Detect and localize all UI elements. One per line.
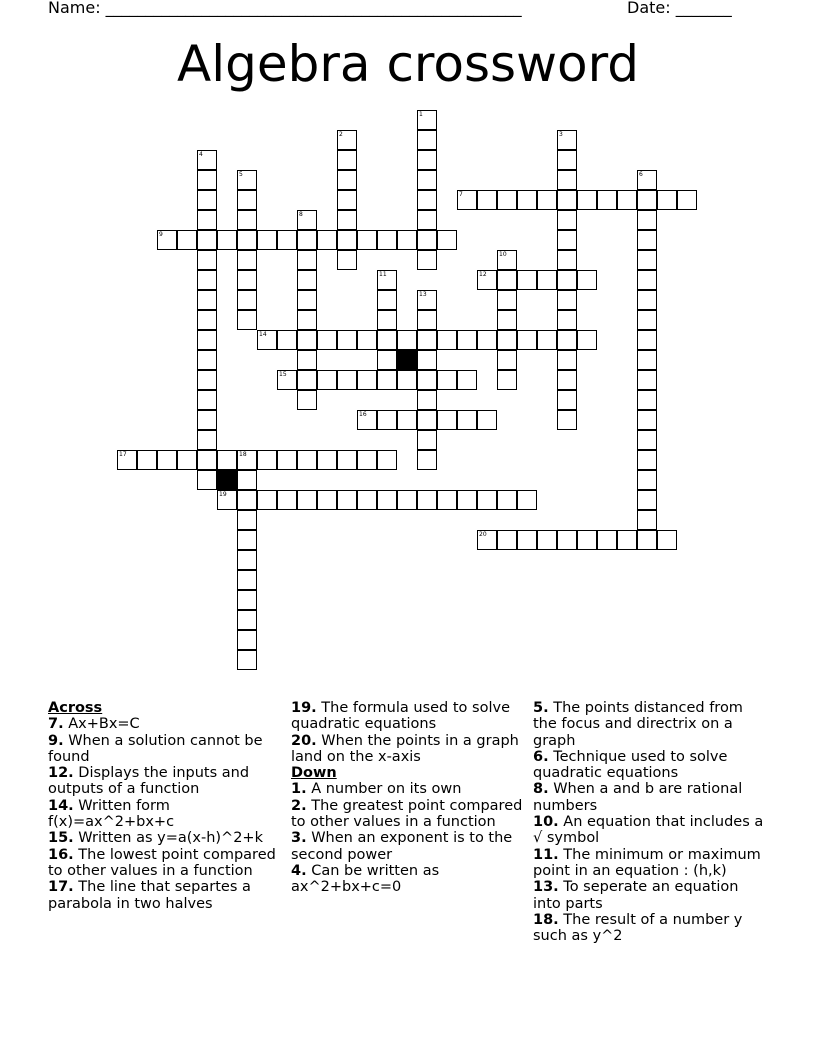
grid-cell[interactable] (197, 230, 217, 250)
clue-across-15: 15. Written as y=a(x-h)^2+k (48, 830, 263, 847)
grid-cell[interactable] (437, 490, 457, 510)
grid-cell[interactable] (297, 230, 317, 250)
grid-cell[interactable] (317, 450, 337, 470)
grid-cell[interactable] (377, 410, 397, 430)
grid-cell[interactable] (637, 490, 657, 510)
date-field-label[interactable]: Date: _______ (627, 0, 732, 17)
grid-cell[interactable] (537, 190, 557, 210)
grid-clue-number: 4 (199, 151, 203, 158)
grid-cell[interactable] (277, 490, 297, 510)
grid-cell[interactable] (637, 350, 657, 370)
grid-cell[interactable] (237, 230, 257, 250)
grid-cell[interactable] (477, 190, 497, 210)
grid-clue-number: 8 (299, 211, 303, 218)
grid-clue-number: 2 (339, 131, 343, 138)
grid-cell[interactable] (557, 290, 577, 310)
grid-cell[interactable] (637, 330, 657, 350)
grid-cell[interactable] (237, 610, 257, 630)
grid-cell[interactable] (417, 210, 437, 230)
grid-cell[interactable] (417, 370, 437, 390)
grid-cell[interactable] (197, 270, 217, 290)
grid-cell[interactable] (637, 390, 657, 410)
grid-cell[interactable] (197, 370, 217, 390)
grid-cell[interactable] (337, 370, 357, 390)
grid-cell[interactable] (637, 510, 657, 530)
clue-down-11: 11. The minimum or maximum point in an equation : (h,k) (533, 846, 761, 879)
grid-cell[interactable] (197, 470, 217, 490)
grid-cell[interactable] (297, 330, 317, 350)
grid-clue-number: 18 (239, 451, 247, 458)
grid-cell[interactable] (557, 250, 577, 270)
grid-cell[interactable] (417, 110, 437, 130)
grid-cell[interactable] (257, 230, 277, 250)
grid-cell[interactable] (477, 330, 497, 350)
grid-cell[interactable] (297, 270, 317, 290)
grid-cell[interactable] (157, 450, 177, 470)
grid-cell[interactable] (237, 170, 257, 190)
grid-cell[interactable] (217, 450, 237, 470)
grid-cell[interactable] (237, 450, 257, 470)
grid-cell[interactable] (477, 530, 497, 550)
grid-block-cell (397, 350, 417, 370)
grid-cell[interactable] (497, 190, 517, 210)
grid-cell[interactable] (557, 190, 577, 210)
clue-down-5: 5. The points distanced from the focus and directrix on a graph (533, 700, 743, 749)
grid-cell[interactable] (417, 450, 437, 470)
grid-cell[interactable] (277, 230, 297, 250)
grid-cell[interactable] (497, 330, 517, 350)
grid-cell[interactable] (497, 370, 517, 390)
grid-cell[interactable] (397, 370, 417, 390)
grid-cell[interactable] (437, 330, 457, 350)
clues-column-1 (48, 700, 278, 912)
grid-cell[interactable] (197, 430, 217, 450)
grid-cell[interactable] (417, 410, 437, 430)
grid-cell[interactable] (497, 270, 517, 290)
grid-cell[interactable] (557, 370, 577, 390)
grid-cell[interactable] (177, 230, 197, 250)
grid-cell[interactable] (637, 250, 657, 270)
clue-down-6: 6. Technique used to solve quadratic equations (533, 748, 728, 782)
grid-cell[interactable] (497, 490, 517, 510)
grid-cell[interactable] (637, 190, 657, 210)
grid-cell[interactable] (377, 310, 397, 330)
grid-cell[interactable] (637, 410, 657, 430)
grid-cell[interactable] (557, 530, 577, 550)
grid-clue-number: 1 (419, 111, 423, 118)
grid-cell[interactable] (377, 350, 397, 370)
across-heading: Across (48, 700, 103, 716)
grid-cell[interactable] (277, 370, 297, 390)
grid-cell[interactable] (497, 310, 517, 330)
grid-cell[interactable] (477, 490, 497, 510)
grid-cell[interactable] (637, 290, 657, 310)
grid-cell[interactable] (377, 290, 397, 310)
grid-cell[interactable] (337, 450, 357, 470)
grid-cell[interactable] (477, 410, 497, 430)
grid-cell[interactable] (217, 230, 237, 250)
grid-clue-number: 10 (499, 251, 507, 258)
grid-cell[interactable] (297, 390, 317, 410)
grid-cell[interactable] (197, 390, 217, 410)
grid-cell[interactable] (357, 370, 377, 390)
grid-clue-number: 6 (639, 171, 643, 178)
grid-cell[interactable] (357, 490, 377, 510)
grid-cell[interactable] (417, 310, 437, 330)
grid-cell[interactable] (517, 490, 537, 510)
grid-cell[interactable] (197, 450, 217, 470)
grid-cell[interactable] (297, 370, 317, 390)
grid-clue-number: 9 (159, 231, 163, 238)
clue-down-8: 8. When a and b are rational numbers (533, 781, 743, 814)
clue-across-9: 9. When a solution cannot be found (48, 732, 263, 765)
grid-cell[interactable] (637, 270, 657, 290)
clue-across-14: 14. Written form f(x)=ax^2+bx+c (48, 797, 175, 831)
grid-cell[interactable] (557, 310, 577, 330)
grid-cell[interactable] (557, 350, 577, 370)
grid-cell[interactable] (297, 250, 317, 270)
clue-across-19: 19. The formula used to solve quadratic equations (291, 700, 510, 733)
grid-cell[interactable] (317, 230, 337, 250)
grid-cell[interactable] (417, 430, 437, 450)
grid-cell[interactable] (557, 170, 577, 190)
grid-cell[interactable] (637, 230, 657, 250)
grid-cell[interactable] (197, 170, 217, 190)
grid-cell[interactable] (417, 490, 437, 510)
grid-cell[interactable] (117, 450, 137, 470)
grid-cell[interactable] (357, 230, 377, 250)
grid-cell[interactable] (357, 410, 377, 430)
grid-cell[interactable] (277, 450, 297, 470)
grid-cell[interactable] (617, 530, 637, 550)
grid-cell[interactable] (637, 210, 657, 230)
grid-cell[interactable] (657, 190, 677, 210)
grid-cell[interactable] (637, 470, 657, 490)
grid-cell[interactable] (537, 270, 557, 290)
grid-clue-number: 5 (239, 171, 243, 178)
grid-cell[interactable] (397, 230, 417, 250)
grid-cell[interactable] (457, 490, 477, 510)
grid-cell[interactable] (237, 310, 257, 330)
grid-cell[interactable] (537, 530, 557, 550)
grid-clue-number: 3 (559, 131, 563, 138)
grid-cell[interactable] (417, 390, 437, 410)
grid-cell[interactable] (637, 430, 657, 450)
grid-clue-number: 17 (119, 451, 127, 458)
grid-cell[interactable] (237, 490, 257, 510)
clue-down-13: 13. To seperate an equation into parts (533, 879, 739, 912)
grid-cell[interactable] (417, 170, 437, 190)
grid-cell[interactable] (237, 550, 257, 570)
grid-cell[interactable] (297, 450, 317, 470)
grid-cell[interactable] (337, 330, 357, 350)
clues-column-3 (533, 700, 768, 944)
grid-cell[interactable] (177, 450, 197, 470)
grid-clue-number: 11 (379, 271, 387, 278)
clue-down-4: 4. Can be written as ax^2+bx+c=0 (291, 862, 440, 896)
grid-cell[interactable] (477, 270, 497, 290)
clue-across-16: 16. The lowest point compared to other values in a function (48, 846, 276, 879)
grid-cell[interactable] (337, 170, 357, 190)
grid-cell[interactable] (537, 330, 557, 350)
grid-cell[interactable] (557, 130, 577, 150)
grid-cell[interactable] (417, 290, 437, 310)
grid-cell[interactable] (257, 490, 277, 510)
clue-across-20: 20. When the points in a graph land on the x-axis (291, 732, 519, 765)
grid-cell[interactable] (197, 350, 217, 370)
grid-cell[interactable] (457, 410, 477, 430)
grid-cell[interactable] (677, 190, 697, 210)
clue-down-3: 3. When an exponent is to the second power (291, 830, 513, 863)
grid-cell[interactable] (237, 210, 257, 230)
grid-cell[interactable] (457, 330, 477, 350)
grid-cell[interactable] (637, 170, 657, 190)
grid-clue-number: 15 (279, 371, 287, 378)
grid-cell[interactable] (417, 230, 437, 250)
grid-cell[interactable] (297, 290, 317, 310)
grid-cell[interactable] (337, 150, 357, 170)
grid-cell[interactable] (457, 370, 477, 390)
grid-cell[interactable] (577, 190, 597, 210)
grid-cell[interactable] (417, 150, 437, 170)
grid-cell[interactable] (197, 210, 217, 230)
grid-cell[interactable] (297, 310, 317, 330)
grid-cell[interactable] (297, 490, 317, 510)
grid-cell[interactable] (577, 330, 597, 350)
grid-block-cell (217, 470, 237, 490)
grid-cell[interactable] (377, 370, 397, 390)
grid-cell[interactable] (417, 250, 437, 270)
grid-cell[interactable] (377, 270, 397, 290)
grid-cell[interactable] (377, 330, 397, 350)
grid-cell[interactable] (197, 290, 217, 310)
clue-across-7: 7. Ax+Bx=C (48, 716, 140, 733)
grid-cell[interactable] (157, 230, 177, 250)
grid-cell[interactable] (597, 190, 617, 210)
clue-down-1: 1. A number on its own (291, 781, 462, 798)
grid-cell[interactable] (417, 350, 437, 370)
grid-cell[interactable] (577, 530, 597, 550)
grid-cell[interactable] (637, 310, 657, 330)
grid-cell[interactable] (237, 590, 257, 610)
grid-cell[interactable] (417, 190, 437, 210)
grid-cell[interactable] (397, 330, 417, 350)
grid-cell[interactable] (557, 390, 577, 410)
grid-cell[interactable] (497, 530, 517, 550)
grid-cell[interactable] (237, 270, 257, 290)
grid-cell[interactable] (557, 210, 577, 230)
grid-cell[interactable] (557, 150, 577, 170)
grid-cell[interactable] (317, 370, 337, 390)
clues-column-2 (291, 700, 526, 896)
grid-cell[interactable] (437, 410, 457, 430)
name-field-label[interactable]: Name: ____________________________________________________ (48, 0, 522, 17)
grid-cell[interactable] (497, 290, 517, 310)
grid-cell[interactable] (237, 190, 257, 210)
page-title: Algebra crossword (177, 35, 639, 93)
grid-cell[interactable] (317, 490, 337, 510)
grid-cell[interactable] (237, 650, 257, 670)
grid-cell[interactable] (377, 230, 397, 250)
grid-clue-number: 16 (359, 411, 367, 418)
clue-down-2: 2. The greatest point compared to other values in a function (291, 797, 523, 831)
grid-cell[interactable] (617, 190, 637, 210)
grid-clue-number: 7 (459, 191, 463, 198)
grid-cell[interactable] (497, 250, 517, 270)
grid-cell[interactable] (497, 350, 517, 370)
grid-cell[interactable] (377, 450, 397, 470)
grid-cell[interactable] (517, 190, 537, 210)
grid-cell[interactable] (197, 410, 217, 430)
grid-clue-number: 13 (419, 291, 427, 298)
grid-cell[interactable] (517, 330, 537, 350)
down-heading: Down (291, 765, 337, 782)
grid-cell[interactable] (397, 410, 417, 430)
grid-cell[interactable] (637, 530, 657, 550)
grid-cell[interactable] (337, 130, 357, 150)
grid-cell[interactable] (357, 450, 377, 470)
grid-cell[interactable] (357, 330, 377, 350)
grid-cell[interactable] (277, 330, 297, 350)
grid-cell[interactable] (297, 210, 317, 230)
grid-cell[interactable] (517, 530, 537, 550)
grid-cell[interactable] (257, 450, 277, 470)
grid-cell[interactable] (417, 130, 437, 150)
grid-cell[interactable] (337, 210, 357, 230)
grid-cell[interactable] (397, 490, 417, 510)
grid-cell[interactable] (237, 250, 257, 270)
grid-cell[interactable] (337, 190, 357, 210)
grid-cell[interactable] (597, 530, 617, 550)
grid-cell[interactable] (637, 370, 657, 390)
clue-across-12: 12. Displays the inputs and outputs of a function (48, 765, 250, 798)
grid-cell[interactable] (317, 330, 337, 350)
grid-cell[interactable] (237, 530, 257, 550)
grid-clue-number: 12 (479, 271, 487, 278)
grid-cell[interactable] (237, 510, 257, 530)
grid-cell[interactable] (437, 370, 457, 390)
grid-clue-number: 20 (479, 531, 487, 538)
grid-cell[interactable] (337, 250, 357, 270)
grid-cell[interactable] (197, 330, 217, 350)
grid-cell[interactable] (637, 450, 657, 470)
grid-cell[interactable] (417, 330, 437, 350)
grid-cell[interactable] (257, 330, 277, 350)
grid-cell[interactable] (237, 290, 257, 310)
grid-cell[interactable] (297, 350, 317, 370)
grid-cell[interactable] (137, 450, 157, 470)
grid-cell[interactable] (337, 490, 357, 510)
grid-cell[interactable] (217, 490, 237, 510)
grid-clue-number: 19 (219, 491, 227, 498)
grid-clue-number: 14 (259, 331, 267, 338)
grid-cell[interactable] (377, 490, 397, 510)
grid-cell[interactable] (557, 330, 577, 350)
grid-cell[interactable] (237, 470, 257, 490)
grid-cell[interactable] (197, 190, 217, 210)
grid-cell[interactable] (557, 270, 577, 290)
clue-down-18: 18. The result of a number y such as y^2 (533, 911, 743, 945)
grid-cell[interactable] (237, 570, 257, 590)
grid-cell[interactable] (557, 230, 577, 250)
grid-cell[interactable] (197, 310, 217, 330)
grid-cell[interactable] (557, 410, 577, 430)
grid-cell[interactable] (577, 270, 597, 290)
grid-cell[interactable] (197, 150, 217, 170)
grid-cell[interactable] (457, 190, 477, 210)
grid-cell[interactable] (237, 630, 257, 650)
grid-cell[interactable] (517, 270, 537, 290)
clue-down-10: 10. An equation that includes a √ symbol (533, 814, 764, 847)
grid-cell[interactable] (437, 230, 457, 250)
clue-across-17: 17. The line that separtes a parabola in two halves (48, 879, 251, 912)
grid-cell[interactable] (337, 230, 357, 250)
grid-cell[interactable] (197, 250, 217, 270)
grid-cell[interactable] (657, 530, 677, 550)
